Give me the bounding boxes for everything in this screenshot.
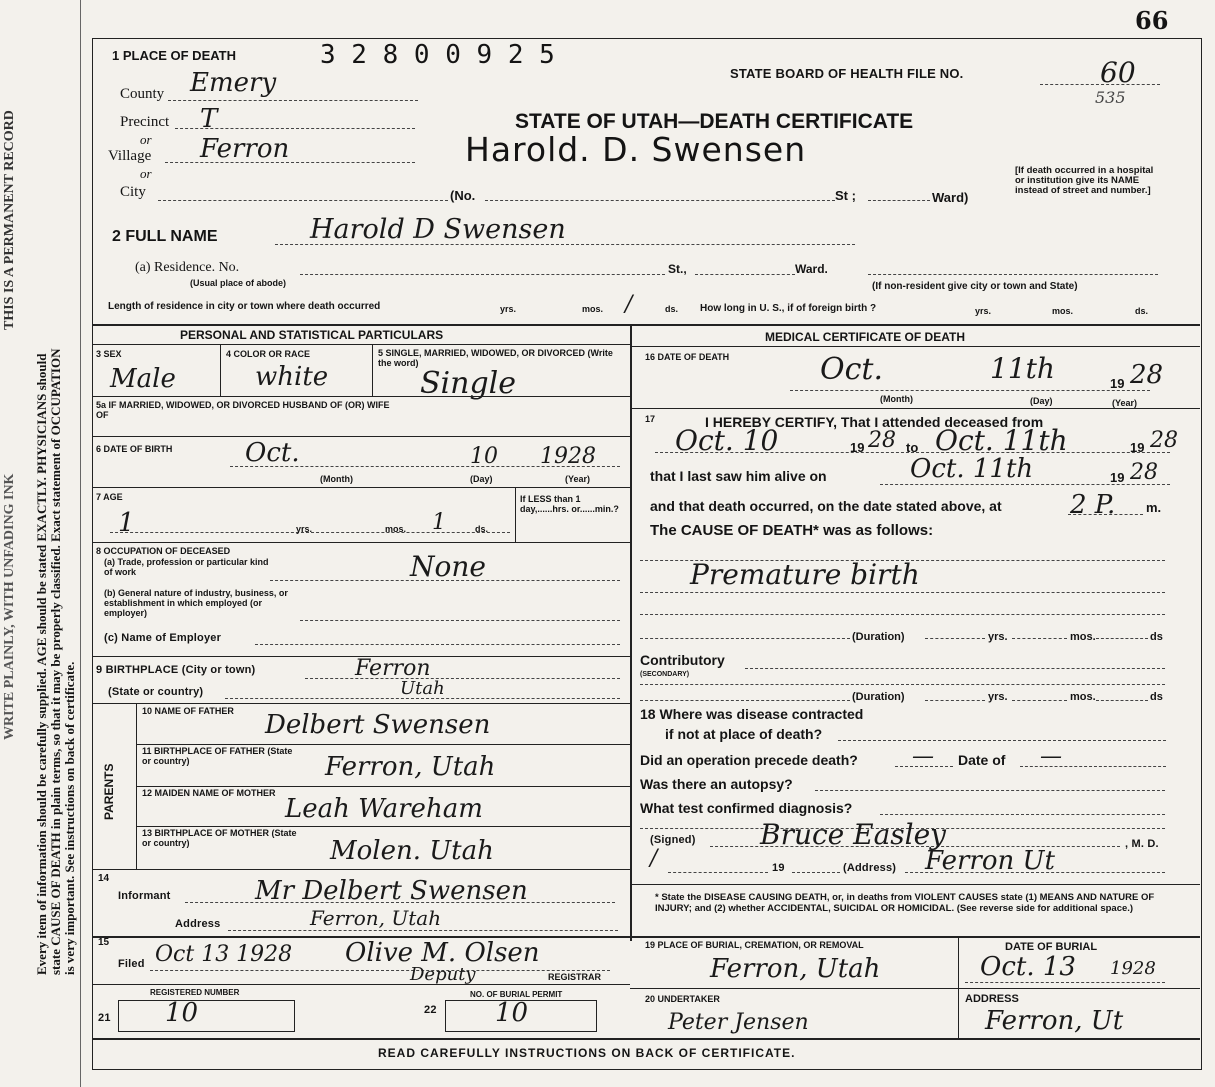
footer-instructions: READ CAREFULLY INSTRUCTIONS ON BACK OF CERTIFICATE. bbox=[378, 1046, 796, 1060]
birthplace-city: Ferron bbox=[355, 656, 431, 681]
date-of-value: — bbox=[1040, 744, 1062, 769]
file-number: 60 bbox=[1100, 56, 1136, 89]
contrib-yrs: yrs. bbox=[988, 691, 1008, 703]
dob-day-caption: (Day) bbox=[470, 474, 493, 484]
ward-label: Ward) bbox=[932, 190, 969, 205]
city-label: City bbox=[120, 184, 146, 200]
age-value: 1 bbox=[118, 508, 135, 538]
certify-text: I HEREBY CERTIFY, That I attended deceased from bbox=[705, 414, 1044, 430]
cause-text: The CAUSE OF DEATH* was as follows: bbox=[650, 522, 934, 539]
dob-year-caption: (Year) bbox=[565, 474, 591, 484]
death-year: 28 bbox=[1130, 360, 1164, 390]
place-of-death-label: 1 PLACE OF DEATH bbox=[112, 48, 236, 63]
marital-value: Single bbox=[420, 366, 517, 401]
marital-label: 5 SINGLE, MARRIED, WIDOWED, OR DIVORCED (Write the word) bbox=[378, 348, 613, 368]
side-instructions-1: Every item of information should be carefully supplied. AGE should be stated EXACTLY. PHYSICIANS should bbox=[34, 353, 49, 975]
village-value: Ferron bbox=[200, 134, 290, 164]
burial-place: Ferron, Utah bbox=[710, 954, 881, 984]
registrar-label: REGISTRAR bbox=[548, 972, 602, 982]
sheet-number: 66 bbox=[1135, 6, 1169, 35]
undertaker-value: Peter Jensen bbox=[668, 1010, 809, 1035]
occupation-label: 8 OCCUPATION OF DECEASED bbox=[96, 546, 231, 556]
death-year-caption: (Year) bbox=[1112, 398, 1138, 408]
dob-month: Oct. bbox=[245, 438, 300, 468]
informant-address: Ferron, Utah bbox=[310, 906, 442, 930]
contributory-label: Contributory bbox=[640, 652, 725, 668]
less-than-label: If LESS than 1 day,......hrs. or......min.? bbox=[520, 494, 619, 514]
dob-label: 6 DATE OF BIRTH bbox=[96, 444, 173, 454]
last-saw-text: that I last saw him alive on bbox=[650, 468, 827, 484]
sex-label: 3 SEX bbox=[96, 349, 122, 359]
md-label: , M. D. bbox=[1125, 838, 1159, 850]
st-label: St ; bbox=[835, 188, 856, 203]
file-sub-number: 535 bbox=[1095, 88, 1126, 107]
length-yrs: yrs. bbox=[500, 304, 517, 314]
last-saw-year: 28 bbox=[1130, 460, 1158, 485]
typed-name: Harold. D. Swensen bbox=[465, 130, 807, 169]
operation-value: — bbox=[912, 744, 934, 769]
registrar-signature: Olive M. Olsen bbox=[345, 938, 540, 968]
side-unfading-ink: WRITE PLAINLY, WITH UNFADING INK bbox=[2, 473, 17, 740]
burial-permit-number: 10 bbox=[495, 998, 529, 1028]
filed-date: Oct 13 1928 bbox=[155, 942, 293, 967]
attended-to: Oct. 11th bbox=[935, 424, 1068, 457]
date-of-death-label: 16 DATE OF DEATH bbox=[645, 352, 730, 362]
last-saw-prefix: 19 bbox=[1110, 470, 1125, 485]
physician-address-label: (Address) bbox=[843, 862, 897, 874]
date-of-label: Date of bbox=[958, 752, 1006, 768]
residence-ward-label: Ward. bbox=[795, 262, 828, 276]
death-day: 11th bbox=[990, 352, 1055, 385]
occupation-a-label: (a) Trade, profession or particular kind of work bbox=[104, 557, 269, 577]
age-mos: mos. bbox=[385, 524, 407, 534]
foreign-birth-label: How long in U. S., if of foreign birth ? bbox=[700, 303, 877, 314]
contrib-duration-label: (Duration) bbox=[852, 691, 905, 703]
length-mos: mos. bbox=[582, 304, 604, 314]
birthplace-state: Utah bbox=[400, 678, 445, 699]
undertaker-label: 20 UNDERTAKER bbox=[645, 994, 720, 1004]
spouse-label: 5a IF MARRIED, WIDOWED, OR DIVORCED HUSBAND OF (OR) WIFE OF bbox=[96, 400, 390, 420]
autopsy-label: Was there an autopsy? bbox=[640, 776, 793, 792]
attended-from-prefix: 19 bbox=[850, 440, 865, 455]
residence-st-label: St., bbox=[668, 262, 687, 276]
attended-to-year: 28 bbox=[1150, 428, 1178, 453]
medical-header: MEDICAL CERTIFICATE OF DEATH bbox=[765, 330, 965, 344]
full-name-label: 2 FULL NAME bbox=[112, 228, 218, 245]
dob-day: 10 bbox=[470, 444, 498, 469]
father-value: Delbert Swensen bbox=[265, 710, 491, 740]
physician-signature: Bruce Easley bbox=[760, 818, 946, 851]
foreign-mos: mos. bbox=[1052, 306, 1074, 316]
length-residence-label: Length of residence in city or town where death occurred bbox=[108, 301, 381, 312]
registered-number: 10 bbox=[165, 998, 199, 1028]
undertaker-address-label: ADDRESS bbox=[965, 993, 1019, 1005]
contracted-sub: if not at place of death? bbox=[665, 726, 823, 742]
death-month-caption: (Month) bbox=[880, 394, 913, 404]
cause-duration-label: (Duration) bbox=[852, 631, 905, 643]
mother-birthplace-value: Molen. Utah bbox=[330, 836, 494, 866]
mother-label: 12 MAIDEN NAME OF MOTHER bbox=[142, 788, 276, 798]
contrib-ds: ds bbox=[1150, 691, 1163, 703]
father-birthplace-value: Ferron, Utah bbox=[325, 752, 496, 782]
age-yrs: yrs. bbox=[296, 524, 313, 534]
side-instructions-3: is very important. See instructions on back of certificate. bbox=[62, 661, 77, 975]
employer-label: (c) Name of Employer bbox=[104, 632, 222, 644]
dob-month-caption: (Month) bbox=[320, 474, 353, 484]
certificate-number: 3 2 8 0 0 9 2 5 bbox=[320, 40, 555, 70]
certify-number: 17 bbox=[645, 414, 656, 424]
usual-abode-label: (Usual place of abode) bbox=[190, 278, 287, 288]
registered-number-box bbox=[118, 1000, 295, 1032]
personal-header: PERSONAL AND STATISTICAL PARTICULARS bbox=[180, 328, 444, 342]
burial-permit-label: NO. OF BURIAL PERMIT bbox=[470, 990, 563, 999]
informant-value: Mr Delbert Swensen bbox=[255, 876, 528, 906]
burial-date: Oct. 13 bbox=[980, 952, 1076, 982]
mother-value: Leah Wareham bbox=[285, 794, 483, 824]
attended-from: Oct. 10 bbox=[675, 424, 779, 457]
foreign-yrs: yrs. bbox=[975, 306, 992, 316]
operation-label: Did an operation precede death? bbox=[640, 752, 858, 768]
last-saw-date: Oct. 11th bbox=[910, 454, 1034, 484]
no-label: (No. bbox=[450, 188, 476, 203]
board-file-label: STATE BOARD OF HEALTH FILE NO. bbox=[730, 66, 964, 81]
county-label: County bbox=[120, 86, 165, 102]
test-label: What test confirmed diagnosis? bbox=[640, 800, 853, 816]
sign-slash: / bbox=[650, 846, 658, 871]
dob-year: 1928 bbox=[540, 444, 596, 469]
side-instructions-2: state CAUSE OF DEATH in plain terms, so that it may be properly classified. Exact statement of OCCUPATION bbox=[48, 348, 63, 975]
father-birthplace-label: 11 BIRTHPLACE OF FATHER (State or country) bbox=[142, 746, 293, 766]
reg-box-number: 21 bbox=[98, 1012, 111, 1024]
father-label: 10 NAME OF FATHER bbox=[142, 706, 234, 716]
occupation-value: None bbox=[410, 550, 486, 583]
occupation-b-label: (b) General nature of industry, business, or establishment in which employed (or employer) bbox=[104, 588, 288, 618]
burial-year: 1928 bbox=[1110, 958, 1156, 979]
color-label: 4 COLOR OR RACE bbox=[226, 349, 311, 359]
foreign-ds: ds. bbox=[1135, 306, 1149, 316]
sign-year-label: 19 bbox=[772, 862, 785, 874]
contracted-label: 18 Where was disease contracted bbox=[640, 706, 864, 722]
attended-from-year: 28 bbox=[868, 428, 896, 453]
length-ds: ds. bbox=[665, 304, 679, 314]
death-month: Oct. bbox=[820, 352, 883, 387]
or-label-1: or bbox=[140, 132, 152, 147]
age-ds: ds. bbox=[475, 524, 489, 534]
informant-label: Informant bbox=[118, 890, 171, 902]
undertaker-address: Ferron, Ut bbox=[985, 1006, 1124, 1036]
full-name-value: Harold D Swensen bbox=[310, 214, 566, 245]
birthplace-label: 9 BIRTHPLACE (City or town) bbox=[96, 664, 256, 676]
village-label: Village bbox=[108, 148, 152, 164]
death-time: 2 P. bbox=[1070, 490, 1116, 520]
cause-mos: mos. bbox=[1070, 631, 1096, 643]
cause-value: Premature birth bbox=[690, 558, 920, 591]
to-label: to bbox=[906, 440, 919, 455]
residence-label: (a) Residence. No. bbox=[135, 260, 240, 275]
age-label: 7 AGE bbox=[96, 492, 123, 502]
attended-to-prefix: 19 bbox=[1130, 440, 1145, 455]
state-title: STATE OF UTAH—DEATH CERTIFICATE bbox=[515, 110, 914, 133]
mother-birthplace-label: 13 BIRTHPLACE OF MOTHER (State or country) bbox=[142, 828, 297, 848]
birthplace-state-label: (State or country) bbox=[108, 686, 204, 698]
m-label: m. bbox=[1146, 500, 1162, 515]
occurred-text: and that death occurred, on the date stated above, at bbox=[650, 498, 1002, 514]
deputy-signature: Deputy bbox=[410, 964, 476, 985]
cause-note: * State the DISEASE CAUSING DEATH, or, in deaths from VIOLENT CAUSES state (1) MEANS AND NATURE OF INJURY; and (2) whether ACCIDENTAL, SUICIDAL OR HOMICIDAL. (See reverse side for additional space.) bbox=[655, 892, 1155, 914]
length-slash: / bbox=[625, 292, 633, 317]
county-value: Emery bbox=[190, 68, 277, 98]
hospital-note: [If death occurred in a hospital or institution give its NAME instead of street and number.] bbox=[1015, 165, 1154, 196]
parents-label: PARENTS bbox=[102, 763, 116, 820]
burial-place-label: 19 PLACE OF BURIAL, CREMATION, OR REMOVAL bbox=[645, 940, 864, 950]
precinct-value: T bbox=[200, 104, 218, 134]
sex-value: Male bbox=[110, 364, 176, 394]
secondary-label: (SECONDARY) bbox=[640, 671, 690, 678]
informant-address-label: Address bbox=[175, 918, 221, 930]
filed-number: 15 bbox=[98, 937, 110, 948]
side-permanent-record: THIS IS A PERMANENT RECORD bbox=[2, 110, 17, 330]
or-label-2: or bbox=[140, 166, 152, 181]
nonresident-label: (If non-resident give city or town and State) bbox=[872, 281, 1078, 292]
cause-ds: ds bbox=[1150, 631, 1163, 643]
death-day-caption: (Day) bbox=[1030, 396, 1053, 406]
signed-label: (Signed) bbox=[650, 834, 696, 846]
death-year-prefix: 19 bbox=[1110, 376, 1125, 391]
cause-yrs: yrs. bbox=[988, 631, 1008, 643]
color-value: white bbox=[255, 362, 329, 392]
registered-number-label: REGISTERED NUMBER bbox=[150, 988, 240, 997]
filed-label: Filed bbox=[118, 958, 145, 970]
burial-date-label: DATE OF BURIAL bbox=[1005, 941, 1098, 953]
physician-address: Ferron Ut bbox=[925, 846, 1055, 876]
age-days: 1 bbox=[432, 510, 446, 535]
permit-box-number: 22 bbox=[424, 1004, 437, 1016]
contrib-mos: mos. bbox=[1070, 691, 1096, 703]
informant-number: 14 bbox=[98, 873, 110, 884]
precinct-label: Precinct bbox=[120, 114, 170, 130]
